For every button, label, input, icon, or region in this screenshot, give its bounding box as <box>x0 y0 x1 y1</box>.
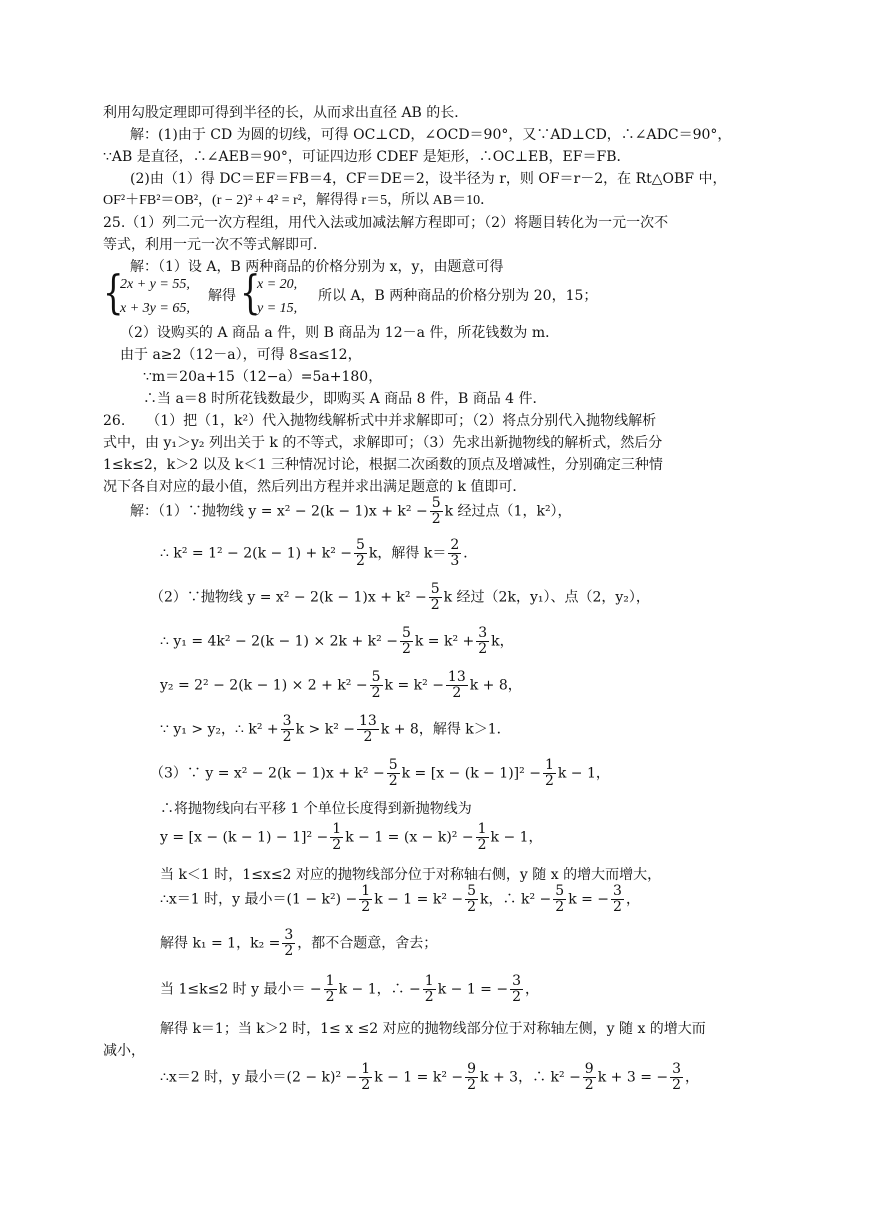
text-line: 式中，由 y₁＞y₂ 列出关于 k 的不等式，求解即可；（3）先求出新抛物线的解析式，然后分 <box>103 435 663 451</box>
math-line: 当 1≤k≤2 时 y 最小＝ − $\frac{1}{2}$ k − 1，∴ − $\frac{1}{2}$ k − 1 = − $\frac{3}{2}$ ， <box>160 973 540 1005</box>
text-line: OF²＋FB²＝OB²，(r − 2)² + 4² = r²，解得得 r＝5，所以 AB＝10． <box>103 193 495 208</box>
text-line: 26. （1）把（1，k²）代入抛物线解析式中并求解即可；（2）将点分别代入抛物线解析 <box>103 413 657 429</box>
equation: 2x + y = 55, <box>120 277 190 292</box>
math-line: ∴x＝1 时，y 最小＝(1 − k²) − $\frac{1}{2}$ k − 1 = k² − $\frac{5}{2}$ k，∴ k² − $\frac{5}{2}$ k = − $\frac{3}{2}$ ， <box>160 883 640 915</box>
math-line: 解：（1）∵抛物线 y = x² − 2(k − 1)x + k² − $\frac{5}{2}$ k 经过点（1，k²）， <box>130 495 572 527</box>
text-line: 当 k＜1 时，1≤x≤2 对应的抛物线部分位于对称轴右侧，y 随 x 的增大而增大， <box>160 867 662 883</box>
text-line: ∴当 a＝8 时所花钱数最少，即购买 A 商品 8 件，B 商品 4 件． <box>143 391 547 407</box>
text-line: 解：(1)由于 CD 为圆的切线，可得 OC⊥CD，∠OCD＝90°，又∵AD⊥CD，∴∠ADC＝90°， <box>130 127 732 143</box>
text-line: 1≤k≤2，k＞2 以及 k＜1 三种情况讨论，根据二次函数的顶点及增减性，分别确定三种情 <box>103 457 663 473</box>
equation: x = 20, <box>257 277 298 292</box>
text-line: ∴将抛物线向右平移 1 个单位长度得到新抛物线为 <box>160 801 472 817</box>
equation: x + 3y = 65, <box>120 301 190 316</box>
math-line: y₂ = 2² − 2(k − 1) × 2 + k² − $\frac{5}{2}$ k = k² − $\frac{13}{2}$ k + 8， <box>160 669 522 701</box>
math-line: （3）∵ y = x² − 2(k − 1)x + k² − $\frac{5}{2}$ k = [x − (k − 1)]² − $\frac{1}{2}$ k − 1， <box>150 757 610 789</box>
text-line: 利用勾股定理即可得到半径的长，从而求出直径 AB 的长． <box>103 105 469 121</box>
math-line: y = [x − (k − 1) − 1]² − $\frac{1}{2}$ k − 1 = (x − k)² − $\frac{1}{2}$ k − 1， <box>160 821 543 853</box>
left-brace: { <box>103 265 124 319</box>
text-line: 况下各自对应的最小值，然后列出方程并求出满足题意的 k 值即可． <box>103 479 527 495</box>
left-brace: { <box>240 265 261 319</box>
equation: y = 15, <box>257 301 298 316</box>
text-line: 解：（1）设 A，B 两种商品的价格分别为 x，y，由题意可得 <box>130 259 504 275</box>
text-line: 解得 k＝1；当 k＞2 时，1≤ x ≤2 对应的抛物线部分位于对称轴左侧，y 随 x 的增大而 <box>160 1021 706 1037</box>
math-line: ∵ y₁ > y₂，∴ k² + $\frac{3}{2}$ k > k² − $\frac{13}{2}$ k + 8，解得 k＞1． <box>160 713 511 745</box>
text-line: 减小， <box>103 1043 145 1059</box>
text-line: 解得 <box>208 288 236 304</box>
text-line: （2）设购买的 A 商品 a 件，则 B 商品为 12－a 件，所花钱数为 m． <box>120 325 560 341</box>
text-line: ∵AB 是直径，∴∠AEB＝90°，可证四边形 CDEF 是矩形，∴OC⊥EB，EF＝FB． <box>103 149 631 165</box>
text-line: 等式，利用一元一次不等式解即可． <box>103 237 327 253</box>
text-line: 25.（1）列二元一次方程组，用代入法或加减法解方程即可；（2）将题目转化为一元一次不 <box>103 215 669 231</box>
text-line: 所以 A，B 两种商品的价格分别为 20，15； <box>318 288 598 304</box>
math-line: ∴ y₁ = 4k² − 2(k − 1) × 2k + k² − $\frac{5}{2}$ k = k² + $\frac{3}{2}$ k， <box>160 625 514 657</box>
text-line: (2)由（1）得 DC＝EF＝FB＝4，CF＝DE＝2，设半径为 r，则 OF＝r－2，在 Rt△OBF 中， <box>130 171 727 187</box>
math-line: 解得 k₁ = 1，k₂ = $\frac{3}{2}$ ，都不合题意，舍去； <box>160 927 438 959</box>
math-line: ∴x＝2 时，y 最小＝(2 − k)² − $\frac{1}{2}$ k − 1 = k² − $\frac{9}{2}$ k + 3，∴ k² − $\frac{9}{2}$ k + 3 = − $\frac{3}{2}$ ， <box>160 1061 700 1093</box>
math-line: （2）∵抛物线 y = x² − 2(k − 1)x + k² − $\frac{5}{2}$ k 经过（2k，y₁）、点（2，y₂）， <box>150 581 650 613</box>
text-line: ∵m＝20a+15（12−a）=5a+180， <box>143 369 383 385</box>
text-line: 由于 a≥2（12－a），可得 8≤a≤12， <box>120 347 362 363</box>
math-line: ∴ k² = 1² − 2(k − 1) + k² − $\frac{5}{2}$ k，解得 k＝ $\frac{2}{3}$ ． <box>160 537 478 569</box>
